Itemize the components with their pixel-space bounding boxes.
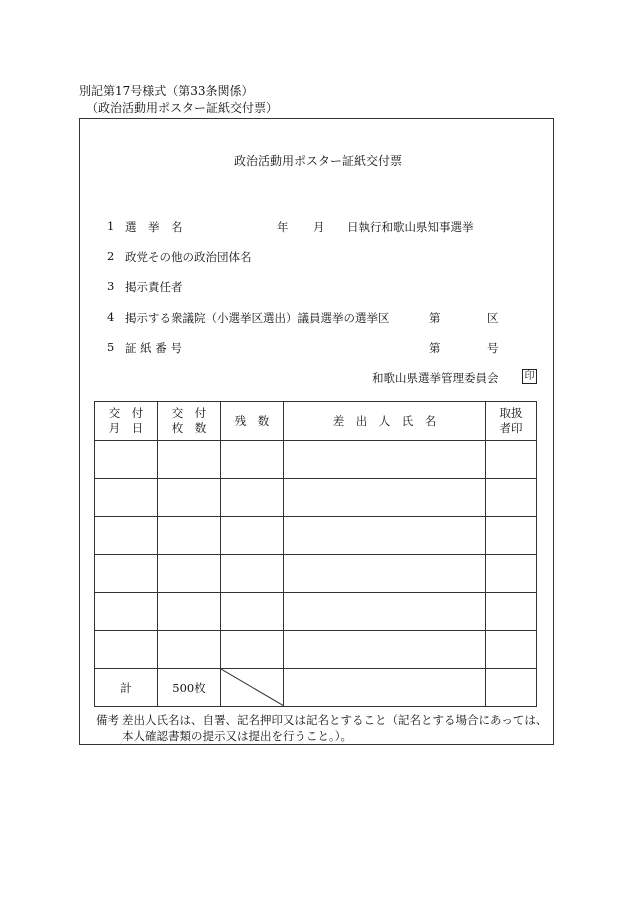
table-total-row	[95, 669, 537, 707]
header-issue-count	[158, 402, 221, 441]
cell-date[interactable]	[95, 593, 158, 631]
total-count: 500枚	[158, 669, 221, 707]
table-row	[95, 593, 537, 631]
total-remaining-crossed	[221, 669, 284, 707]
item-3-label: 掲示責任者	[125, 280, 183, 294]
stamp-number-dai: 第	[429, 341, 441, 355]
total-label: 計	[95, 669, 158, 707]
table-row	[95, 479, 537, 517]
cell-date[interactable]	[95, 555, 158, 593]
table-row	[95, 631, 537, 669]
header-submitter-name: 差 出 人 氏 名	[284, 402, 486, 441]
election-month-label: 月	[313, 220, 325, 234]
table-row	[95, 517, 537, 555]
cell-count[interactable]	[158, 517, 221, 555]
header-handler-line1: 取扱	[499, 406, 523, 420]
cell-handler[interactable]	[486, 555, 537, 593]
cell-remaining[interactable]	[221, 555, 284, 593]
item-5-number: 5	[107, 340, 115, 354]
cell-name[interactable]	[284, 555, 486, 593]
cell-count[interactable]	[158, 593, 221, 631]
header-issue-date-line1: 交 付	[108, 406, 144, 420]
cell-remaining[interactable]	[221, 517, 284, 555]
district-dai: 第	[429, 311, 441, 325]
stamp-number-go: 号	[487, 341, 499, 355]
header-issue-date-line2: 月 日	[108, 421, 144, 435]
cell-name[interactable]	[284, 479, 486, 517]
table-row	[95, 441, 537, 479]
header-remaining: 残 数	[221, 402, 284, 441]
form-reference: 別記第17号様式（第33条関係）	[79, 84, 254, 98]
seal-box: 印	[522, 369, 537, 384]
committee-name: 和歌山県選挙管理委員会	[372, 371, 499, 385]
cell-name[interactable]	[284, 631, 486, 669]
cell-remaining[interactable]	[221, 631, 284, 669]
cell-date[interactable]	[95, 479, 158, 517]
item-1-label: 選 挙 名	[125, 220, 183, 234]
item-2-label: 政党その他の政治団体名	[125, 250, 252, 264]
cell-handler[interactable]	[486, 631, 537, 669]
header-handler-line2: 者印	[499, 421, 523, 435]
item-5-label: 証 紙 番 号	[125, 341, 182, 355]
cell-handler[interactable]	[486, 593, 537, 631]
item-4-label: 掲示する衆議院（小選挙区選出）議員選挙の選挙区	[125, 311, 390, 325]
cell-count[interactable]	[158, 555, 221, 593]
district-ku: 区	[487, 311, 499, 325]
notes-line-1: 差出人氏名は、自署、記名押印又は記名とすること（記名とする場合にあっては、	[122, 713, 548, 727]
header-issue-count-line1: 交 付	[171, 406, 207, 420]
cell-count[interactable]	[158, 479, 221, 517]
cell-count[interactable]	[158, 631, 221, 669]
election-year-label: 年	[277, 220, 289, 234]
form-title: 政治活動用ポスター証紙交付票	[234, 154, 403, 168]
cell-date[interactable]	[95, 517, 158, 555]
cell-handler[interactable]	[486, 441, 537, 479]
cell-date[interactable]	[95, 631, 158, 669]
cell-name[interactable]	[284, 517, 486, 555]
cell-date[interactable]	[95, 441, 158, 479]
cell-remaining[interactable]	[221, 479, 284, 517]
diagonal-strike-line	[221, 669, 284, 706]
cell-name[interactable]	[284, 441, 486, 479]
item-2-number: 2	[107, 249, 115, 263]
form-subtitle: （政治活動用ポスター証紙交付票）	[86, 101, 279, 115]
item-1-number: 1	[107, 219, 115, 233]
header-handler-seal	[486, 402, 537, 441]
table-header-row	[95, 402, 537, 441]
notes-line-2: 本人確認書類の提示又は提出を行うこと。）。	[122, 729, 352, 743]
item-4-number: 4	[107, 310, 115, 324]
cell-remaining[interactable]	[221, 441, 284, 479]
cell-remaining[interactable]	[221, 593, 284, 631]
header-issue-count-line2: 枚 数	[171, 421, 207, 435]
issuance-ledger-table	[94, 401, 537, 707]
item-3-number: 3	[107, 279, 115, 293]
cell-handler[interactable]	[486, 479, 537, 517]
cell-handler[interactable]	[486, 517, 537, 555]
election-name-suffix: 日執行和歌山県知事選挙	[347, 220, 474, 234]
cell-count[interactable]	[158, 441, 221, 479]
cell-name[interactable]	[284, 669, 486, 707]
cell-name[interactable]	[284, 593, 486, 631]
notes-label: 備考	[96, 713, 119, 727]
header-issue-date	[95, 402, 158, 441]
table-row	[95, 555, 537, 593]
cell-handler[interactable]	[486, 669, 537, 707]
